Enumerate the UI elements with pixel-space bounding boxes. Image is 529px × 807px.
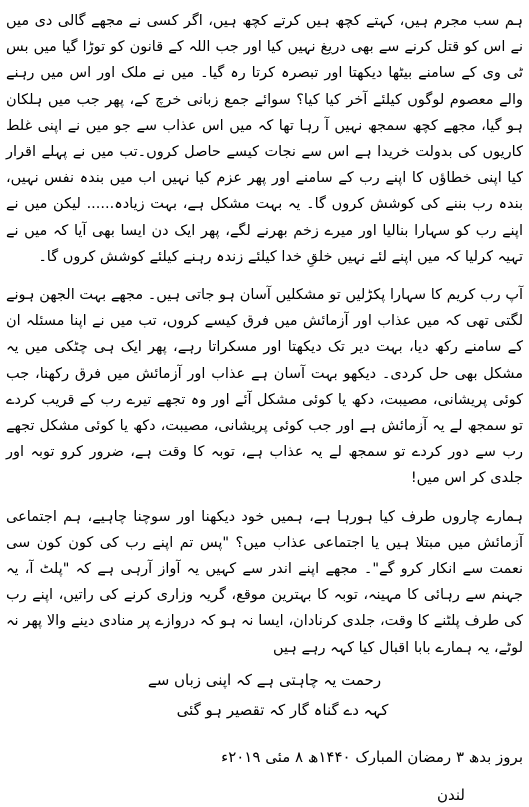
paragraph-1: ہم سب مجرم ہیں، کہتے کچھ ہیں کرتے کچھ ہیں، اگر کسی نے مجھے گالی دی میں نے اس کو قتل کرنے سے بھی دریغ نہیں کیا اور جب اللہ کے قانون کو توڑا گیا میں بس ٹی وی کے سامنے بیٹھا دیکھتا اور تبصرہ کرتا رہ گیا۔ میں نے ملک اور اس میں رہنے والے معصوم لوگوں کیلئے آخر کیا کیا؟ سوائے جمع زبانی خرچ کے، پھر جب میں ہلکان ہو گیا، مجھے کچھ سمجھ نہیں آ رہا تھا کہ میں اس عذاب سے جو میں نے اپنی غلط کاریوں کی بدولت خریدا ہے اس سے نجات کیسے حاصل کروں۔تب میں نے پہلے اقرار کیا اپنی خطاؤں کا اپنے رب کے سامنے اور پھر عزم کیا نہیں اب میں بندہ نفس نہیں، بندہ رب بننے کی کوشش کروں گا۔ یہ بہت مشکل ہے، بہت زیادہ...... لیکن میں نے اپنے رب کو سہارا بنالیا اور میرے زخم بھرنے لگے، پھر ایک دن ایسا بھی آیا کہ میں نے تہیہ کرلیا کہ میں اپنے لئے نہیں خلقِ خدا کیلئے زندہ رہنے کیلئے کوشش کروں گا۔ <box>6 13 523 265</box>
dateline: بروز بدھ ۳ رمضان المبارک ۱۴۴۰ھ ۸ مئی ۲۰۱۹ء <box>221 747 523 766</box>
paragraph-2: آپ رب کریم کا سہارا پکڑلیں تو مشکلیں آسان ہو جاتی ہیں۔ مجھے بہت الجھن ہونے لگتی تھی کہ میں عذاب اور آزمائش میں فرق کیسے کروں، تب میں نے اپنا مسئلہ ان کے سامنے رکھ دیا، بہت دیر تک دیکھتا اور مسکراتا رہے، پھر ایک ہی چٹکی میں یہ مشکل بھی حل کردی۔ دیکھو بہت آسان ہے عذاب اور آزمائش میں فرق رکھنا، جب کوئی پریشانی، مصیبت، دکھ یا کوئی مشکل آئے اور وہ تجھے تیرے رب کے قریب کردے تو سمجھ لے یہ آزمائش ہے اور جب کوئی پریشانی، مصیبت، دکھ یا کوئی مشکل تجھے رب سے دور کردے تو سمجھ لے یہ عذاب ہے، توبہ کا وقت ہے، ضرور کرو توبہ اور جلدی کر اس میں! <box>6 287 523 487</box>
poem-couplet <box>6 665 523 725</box>
poem-line-1: رحمت یہ چاہتی ہے کہ اپنی زباں سے <box>147 670 382 689</box>
place-name: لندن <box>437 785 465 804</box>
paragraph-3: ہمارے چاروں طرف کیا ہورہا ہے، ہمیں خود دیکھنا اور سوچنا چاہیے، ہم اجتماعی آزمائش میں مبتلا ہیں یا اجتماعی عذاب میں؟ "پس تم اپنے رب کی کون کون سی نعمت سے انکار کرو گے"۔ مجھے اپنے اندر سے کہیں یہ آواز آرہی ہے کہ "پلٹ آ، یہ جہنم سے رہائی کا مہینہ، توبہ کا بہترین موقع، گریہ وزاری کرنے کی راتیں، اپنے رب کی طرف پلٹنے کا وقت، جلدی کرنادان، ایسا نہ ہو کہ دروازے پر منادی دینے والا پھر نہ لوٹے، یہ ہمارے بابا اقبال کیا کہہ رہے ہیں <box>6 508 523 656</box>
poem-line-2: کہہ دے گناہ گار کہ تقصیر ہو گئی <box>176 700 389 719</box>
